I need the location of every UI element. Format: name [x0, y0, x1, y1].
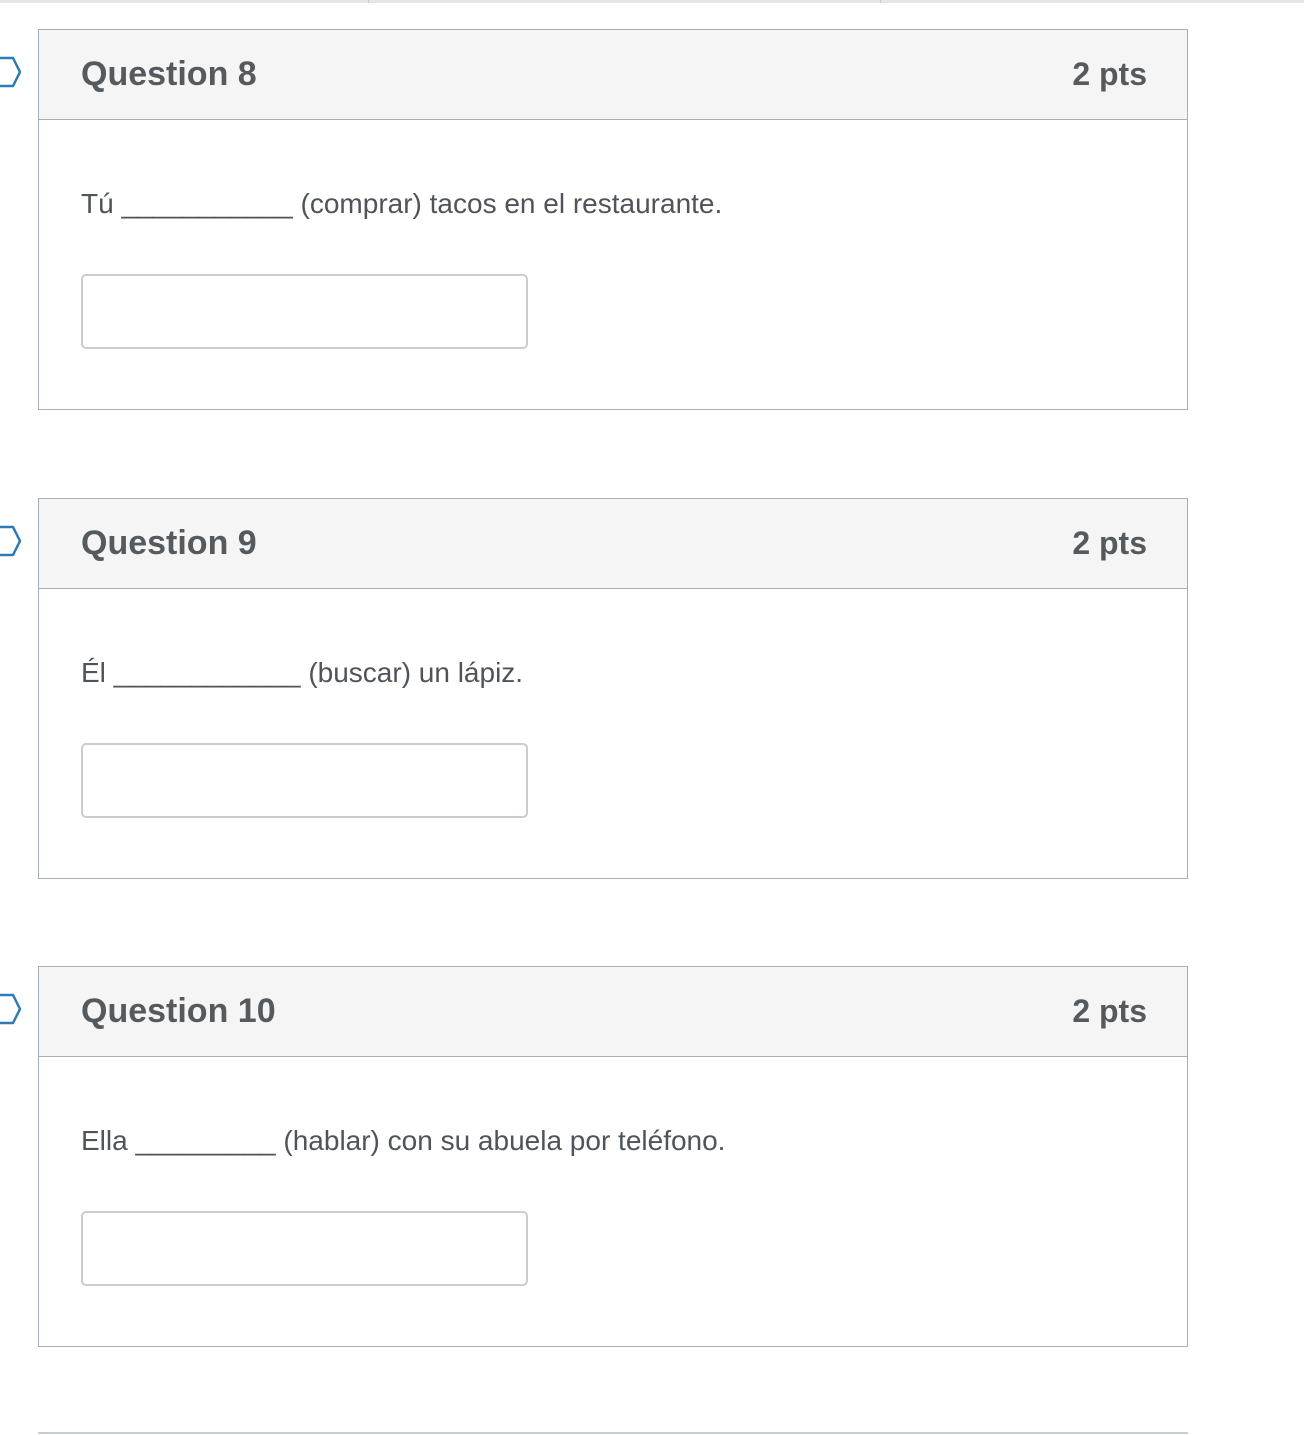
question-body — [39, 1057, 1187, 1286]
question-card — [38, 966, 1188, 1347]
answer-input[interactable] — [81, 274, 528, 349]
answer-input[interactable] — [81, 743, 528, 818]
question-body — [39, 120, 1187, 349]
question-prompt: Ella _________ (hablar) con su abuela por teléfono. — [81, 1125, 726, 1156]
flag-question-icon[interactable] — [0, 993, 22, 1025]
flag-question-icon[interactable] — [0, 525, 22, 557]
bottom-divider — [38, 1432, 1188, 1434]
question-points: 2 pts — [1072, 56, 1147, 92]
flag-question-icon[interactable] — [0, 56, 22, 88]
question-points: 2 pts — [1072, 525, 1147, 561]
question-header — [39, 967, 1187, 1057]
question-body — [39, 589, 1187, 818]
question-card — [38, 498, 1188, 879]
question-prompt: Él ____________ (buscar) un lápiz. — [81, 657, 524, 688]
question-points: 2 pts — [1072, 993, 1147, 1029]
answer-input[interactable] — [81, 1211, 528, 1286]
question-title: Question 10 — [81, 992, 276, 1030]
question-prompt: Tú ___________ (comprar) tacos en el restaurante. — [81, 188, 723, 219]
question-card — [38, 29, 1188, 410]
question-header — [39, 499, 1187, 589]
top-divider-tick — [880, 0, 881, 3]
question-title: Question 9 — [81, 524, 257, 562]
top-divider-tick — [368, 0, 369, 3]
question-title: Question 8 — [81, 55, 257, 93]
question-header — [39, 30, 1187, 120]
top-divider — [0, 0, 1304, 3]
